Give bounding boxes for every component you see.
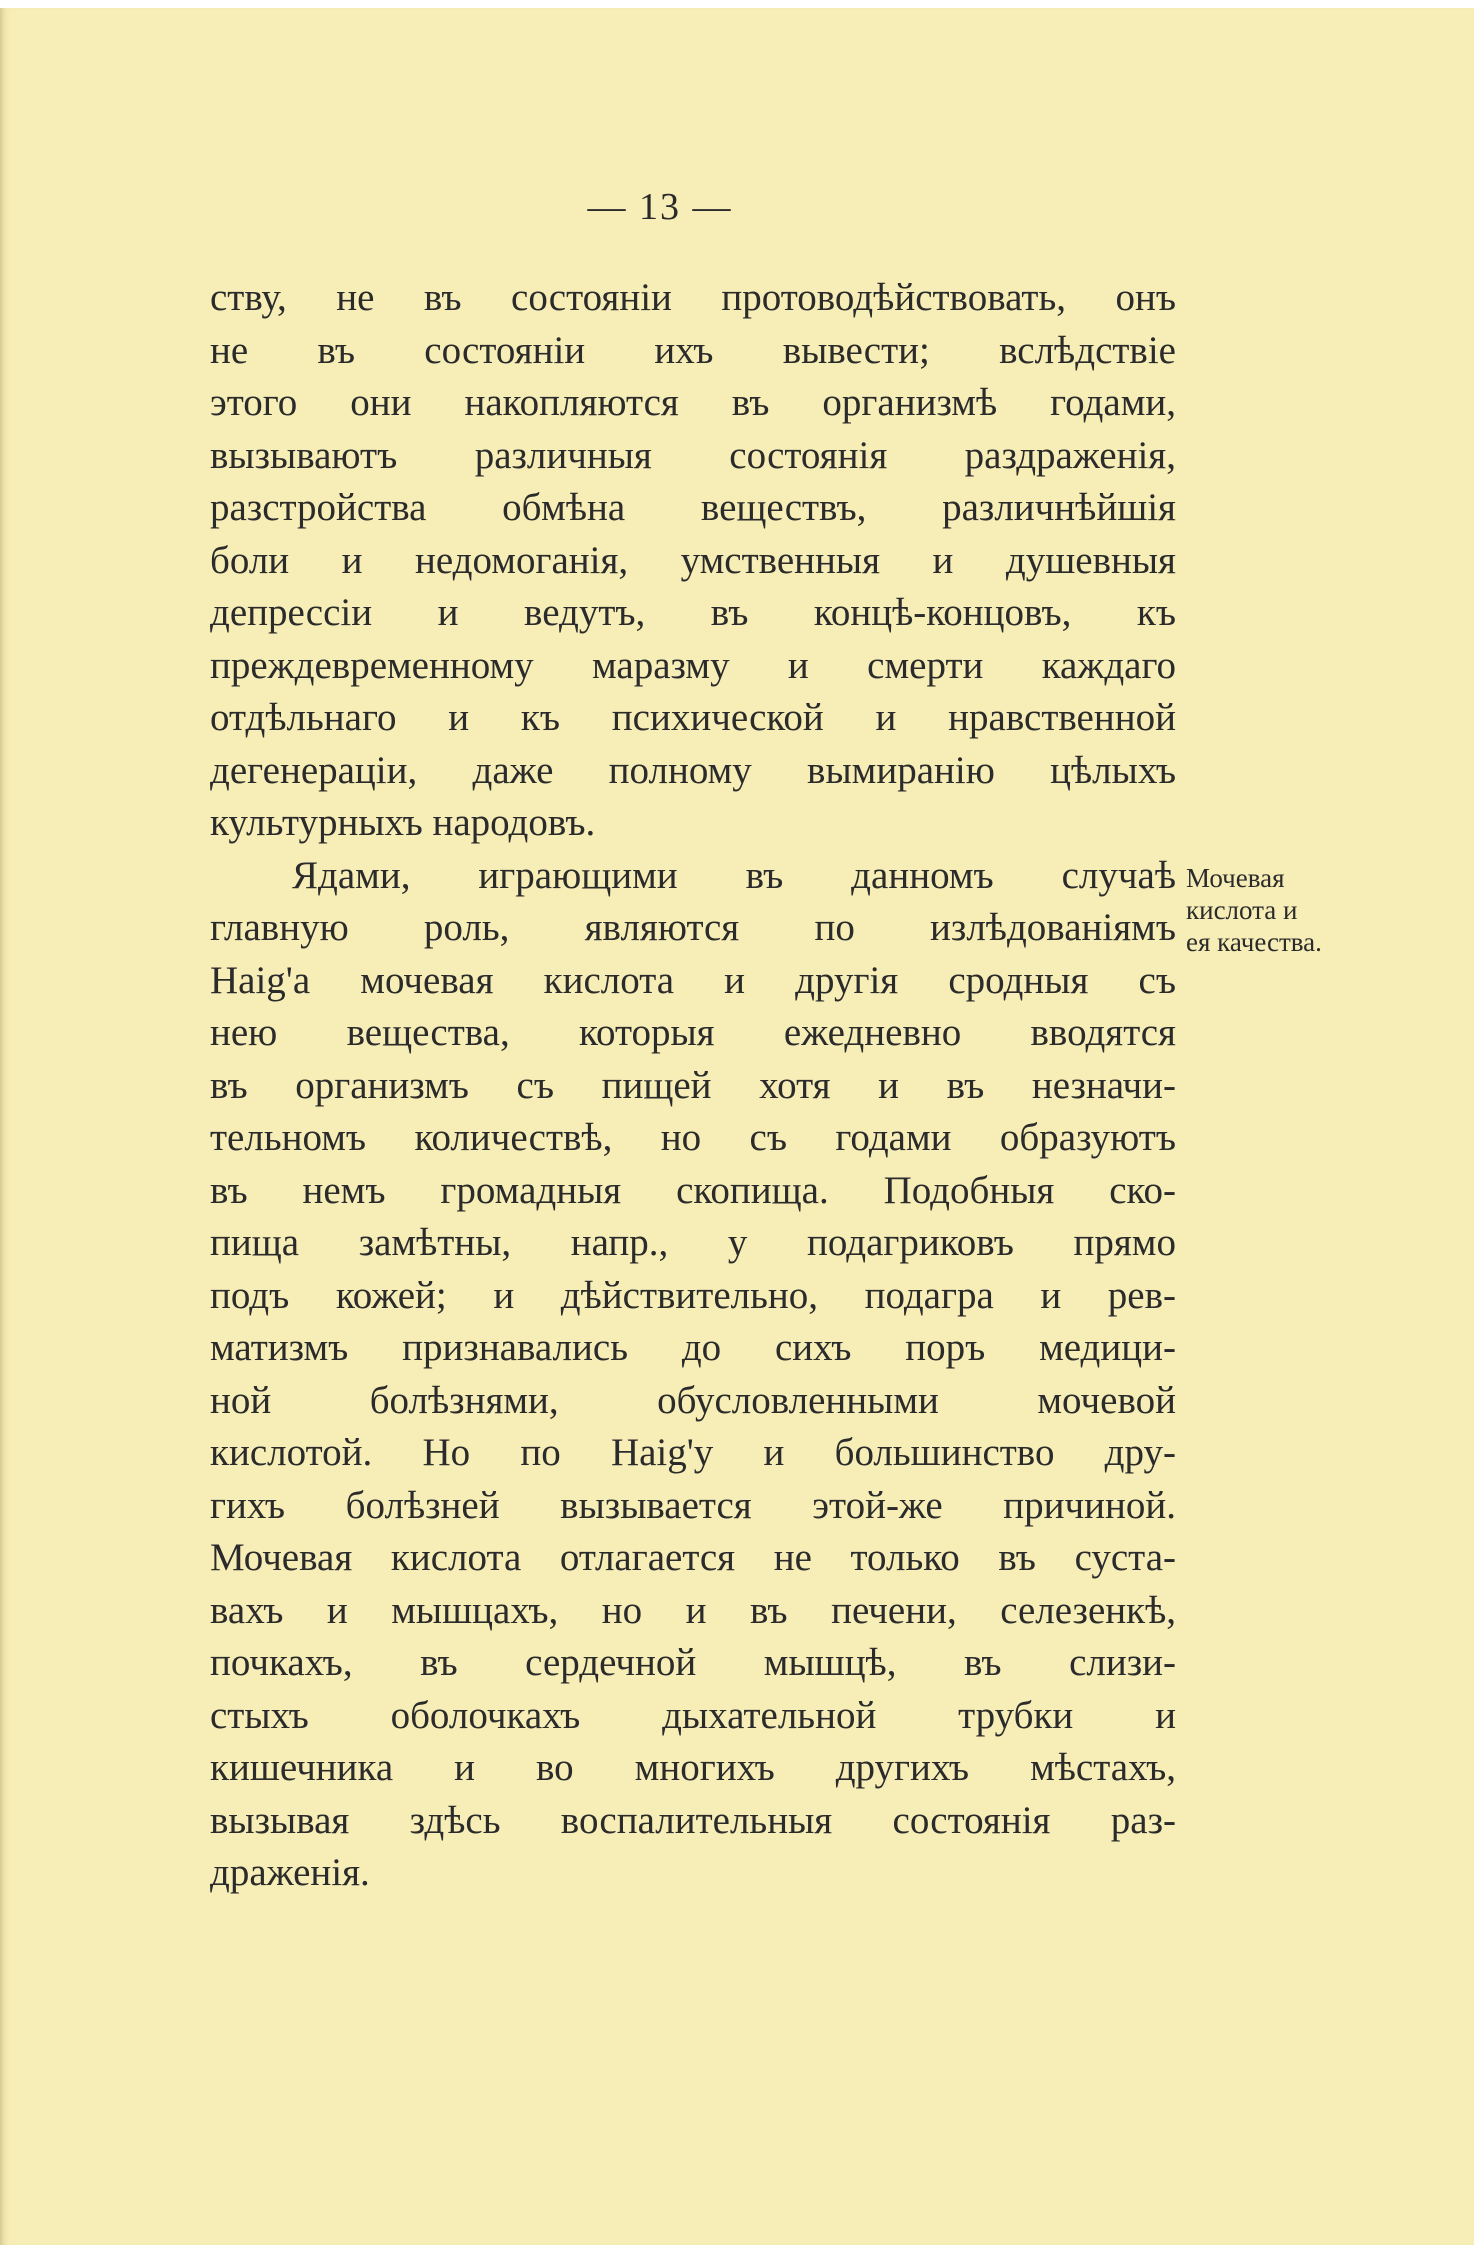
body-text [210,272,1176,1900]
paragraph-first-line: Ядами, играющими въ данномъ случаѣ [292,853,1176,897]
text-line: отдѣльнаго и къ психической и нравственной [210,696,1176,739]
text-line: въ организмъ съ пищей хотя и въ незначи- [210,1063,1176,1107]
text-line: въ немъ громадныя скопища. Подобныя ско- [210,1168,1176,1212]
margin-note-line: Мочевая [1186,863,1285,893]
text-line: дегенерацiи, даже полному вымиранiю цѣлыхъ [210,748,1176,792]
text-line: ству, не въ состоянiи протоводѣйствовать, онъ [210,276,1176,319]
text-line: Haig'а мочевая кислота и другiя сродныя съ [210,958,1176,1002]
text-line: почкахъ, въ сердечной мышцѣ, въ слизи- [210,1641,1176,1684]
text-line: вызываютъ различныя состоянiя раздраженiя, [210,433,1176,477]
text-line: культурныхъ народовъ. [210,801,596,844]
text-line: гихъ болѣзней вызывается этой-же причиной. [210,1483,1176,1527]
text-line: разстройства обмѣна веществъ, различнѣйшiя [210,486,1176,529]
margin-note-line: ея качества. [1186,927,1322,957]
text-line: матизмъ признавались до сихъ поръ медици- [210,1326,1176,1369]
page-number: — 13 — [587,186,733,228]
text-line: вахъ и мышцахъ, но и въ печени, селезенкѣ, [210,1588,1176,1632]
margin-note-line: кислота и [1186,895,1298,925]
text-line: кишечника и во многихъ другихъ мѣстахъ, [210,1746,1176,1789]
text-line: стыхъ оболочкахъ дыхательной трубки и [210,1693,1176,1737]
text-line: кислотой. Но по Haig'у и большинство дру- [210,1431,1176,1474]
text-line: не въ состоянiи ихъ вывести; вслѣдствiе [210,328,1176,372]
text-line: боли и недомоганiя, умственныя и душевныя [210,538,1176,582]
text-line: нею вещества, которыя ежедневно вводятся [210,1011,1176,1054]
text-line: драженiя. [210,1851,370,1894]
text-line: тельномъ количествѣ, но съ годами образуютъ [210,1116,1176,1159]
text-line: депрессiи и ведутъ, въ концѣ-концовъ, къ [210,591,1176,634]
text-line: Мочевая кислота отлагается не только въ суста- [210,1536,1176,1579]
margin-note [1186,862,1396,958]
text-line: главную роль, являются по излѣдованiямъ [210,906,1176,949]
text-line: этого они накопляются въ организмѣ годами, [210,381,1176,424]
text-line: ной болѣзнями, обусловленными мочевой [210,1378,1176,1422]
text-line: вызывая здѣсь воспалительныя состоянiя раз- [210,1798,1176,1842]
text-line: пища замѣтны, напр., у подагриковъ прямо [210,1221,1176,1264]
text-line: подъ кожей; и дѣйствительно, подагра и рев- [210,1273,1176,1317]
text-line: преждевременному маразму и смерти каждаго [210,643,1176,687]
